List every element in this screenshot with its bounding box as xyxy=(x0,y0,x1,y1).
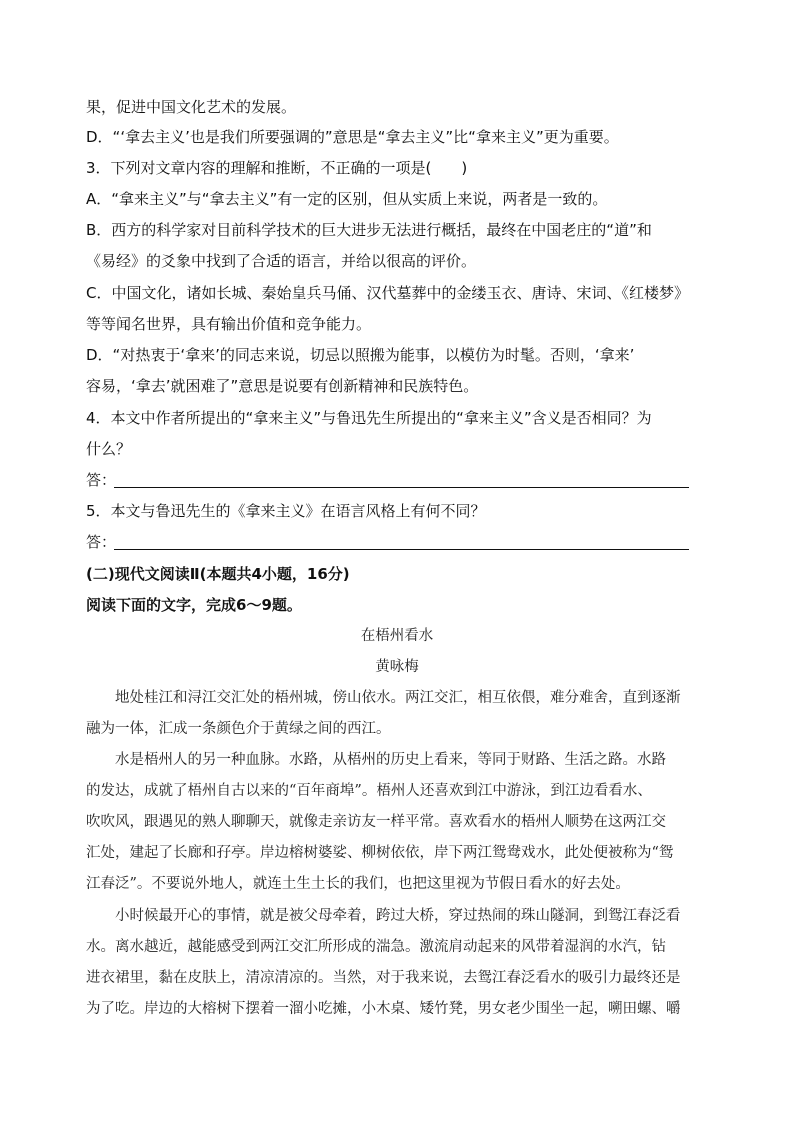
article-line: 水。离水越近，越能感受到两江交汇所形成的湍急。激流肩动起来的风带着湿润的水汽，钻 xyxy=(86,939,666,955)
article-line: 江春泛”。不要说外地人，就连土生土长的我们，也把这里视为节假日看水的好去处。 xyxy=(86,876,630,892)
article-author: 黄咏梅 xyxy=(375,659,419,675)
question-3-stem: 3．下列对文章内容的理解和推断，不正确的一项是( ) xyxy=(86,159,468,177)
q3-option-a: A．“拿来主义”与“拿去主义”有一定的区别，但从实质上来说，两者是一致的。 xyxy=(86,190,608,208)
q5-answer-label: 答： xyxy=(86,533,117,551)
article-line: 融为一体，汇成一条颜色介于黄绿之间的西江。 xyxy=(86,721,391,737)
article-line: 汇处，建起了长廊和孖亭。岸边榕树婆娑、柳树依依，岸下两江鸳鸯戏水，此处便被称为“鸳 xyxy=(86,845,674,861)
q3-option-b-line-1: B．西方的科学家对目前科学技术的巨大进步无法进行概括，最终在中国老庄的“道”和 xyxy=(86,221,652,239)
article-line: 为了吃。岸边的大榕树下摆着一溜小吃摊，小木桌、矮竹凳，男女老少围坐一起，嗍田螺、嚼 xyxy=(86,1001,681,1017)
q3-option-c-line-1: C．中国文化，诸如长城、秦始皇兵马俑、汉代墓葬中的金缕玉衣、唐诗、宋词、《红楼梦》 xyxy=(86,284,689,302)
question-5-stem: 5．本文与鲁迅先生的《拿来主义》在语言风格上有何不同？ xyxy=(86,502,486,520)
q3-option-d-line-2: 容易，‘拿去’就困难了”意思是说要有创新精神和民族特色。 xyxy=(86,377,479,395)
question-4-stem-line-2: 什么？ xyxy=(86,440,132,458)
question-4-stem-line-1: 4．本文中作者所提出的“拿来主义”与鲁迅先生所提出的“拿来主义”含义是否相同？为 xyxy=(86,409,652,427)
section-2-instruction: 阅读下面的文字，完成6～9题。 xyxy=(86,596,302,614)
article-line: 进衣裙里，黏在皮肤上，清凉清凉的。当然，对于我来说，去鸳江春泛看水的吸引力最终还是 xyxy=(86,970,681,986)
q4-answer-label: 答： xyxy=(86,471,117,489)
article-line: 小时候最开心的事情，就是被父母牵着，跨过大桥，穿过热闹的珠山隧洞，到鸳江春泛看 xyxy=(86,908,681,924)
article-line: 地处桂江和浔江交汇处的梧州城，傍山依水。两江交汇，相互依偎，难分难舍，直到逐渐 xyxy=(86,690,681,706)
section-2-heading: (二)现代文阅读Ⅱ(本题共4小题，16分) xyxy=(86,565,350,583)
q2-option-c-continuation: 果，促进中国文化艺术的发展。 xyxy=(86,98,297,116)
q2-option-d: D．“‘拿去主义’也是我们所要强调的”意思是“拿去主义”比“拿来主义”更为重要。 xyxy=(86,128,619,146)
q3-option-c-line-2: 等等闻名世界，具有输出价值和竞争能力。 xyxy=(86,315,372,333)
article-line: 吹吹风，跟遇见的熟人聊聊天，就像走亲访友一样平常。喜欢看水的梧州人顺势在这两江交 xyxy=(86,814,666,830)
article-line: 水是梧州人的另一种血脉。水路，从梧州的历史上看来，等同于财路、生活之路。水路 xyxy=(86,752,666,768)
q3-option-d-line-1: D．“对热衷于‘拿来’的同志来说，切忌以照搬为能事，以模仿为时髦。否则，‘拿来’ xyxy=(86,346,635,364)
q4-answer-line[interactable] xyxy=(114,487,689,488)
q5-answer-line[interactable] xyxy=(114,549,689,550)
q3-option-b-line-2: 《易经》的爻象中找到了合适的语言，并给以很高的评价。 xyxy=(86,252,477,270)
article-title: 在梧州看水 xyxy=(360,628,434,644)
article-line: 的发达，成就了梧州自古以来的“百年商埠”。梧州人还喜欢到江中游泳，到江边看看水、 xyxy=(86,783,652,799)
